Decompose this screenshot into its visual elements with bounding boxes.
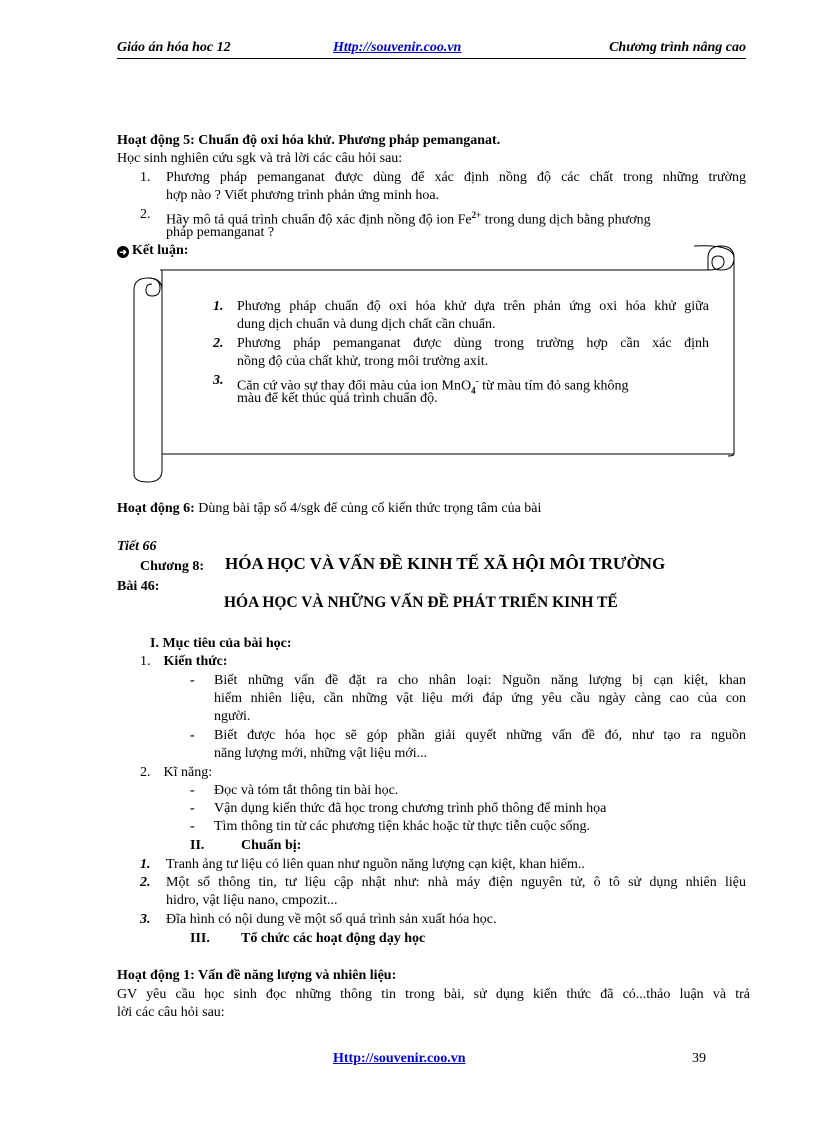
q2-line2: pháp pemanganat ?: [166, 225, 275, 240]
bai-label: Bài 46:: [117, 579, 160, 594]
c2-line2: nồng độ của chất khử, trong môi trường axit.: [237, 354, 489, 369]
page-header: [117, 38, 746, 59]
dash: -: [190, 728, 195, 743]
chuan-bi-heading: Chuẩn bị:: [241, 838, 302, 853]
header-link[interactable]: Http://souvenir.coo.vn: [333, 40, 462, 55]
dash: -: [190, 783, 195, 798]
to-chuc-number: III.: [190, 931, 210, 946]
footer-link[interactable]: Http://souvenir.coo.vn: [333, 1051, 466, 1066]
cb3: Đĩa hình có nội dung về một số quá trình sản xuất hóa học.: [166, 912, 497, 927]
cb1-number: 1.: [140, 857, 151, 872]
hd1-title: Hoạt động 1: Vấn đề năng lượng và nhiên liệu:: [117, 968, 397, 983]
q2-number: 2.: [140, 207, 151, 222]
kt1-line1: Biết những vấn đề đặt ra cho nhân loại: Nguồn năng lượng bị cạn kiệt, khan: [214, 673, 746, 688]
dash: -: [190, 801, 195, 816]
bai-title: HÓA HỌC VÀ NHỮNG VẤN ĐỀ PHÁT TRIỂN KINH TẾ: [224, 594, 618, 611]
hd1-line1: GV yêu cầu học sinh đọc những thông tin trong bài, sử dụng kiến thức đã có...thảo luận và trả: [117, 987, 750, 1002]
kn3: Tìm thông tin từ các phương tiện khác hoặc từ thực tiễn cuộc sống.: [214, 819, 590, 834]
to-chuc-heading: Tổ chức các hoạt động dạy học: [241, 931, 426, 946]
cb2-line1: Một số thông tin, tư liệu cập nhật như: nhà máy điện nguyên tử, ô tô sử dụng nhiên liệu: [166, 875, 746, 890]
chuong-title: HÓA HỌC VÀ VẤN ĐỀ KINH TẾ XÃ HỘI MÔI TRƯỜNG: [225, 554, 666, 573]
c2-number: 2.: [213, 336, 224, 351]
header-left: Giáo án hóa hoc 12: [117, 40, 231, 55]
arrow-circle-icon: ➜: [117, 246, 129, 258]
cb3-number: 3.: [140, 912, 151, 927]
q1-number: 1.: [140, 170, 151, 185]
kt2-line2: năng lượng mới, những vật liệu mới...: [214, 746, 428, 761]
cb2-line2: hidro, vật liệu nano, cmpozit...: [166, 893, 338, 908]
cb2-number: 2.: [140, 875, 151, 890]
header-right: Chương trình nâng cao: [609, 40, 746, 55]
tiet-label: Tiết 66: [117, 539, 157, 554]
c3-number: 3.: [213, 373, 224, 388]
q1-line2: hợp nào ? Viết phương trình phản ứng minh hoa.: [166, 188, 440, 203]
c3-line1: Căn cứ vào sự thay đổi màu của ion MnO$_4$- từ màu tím đỏ sang không: [237, 376, 629, 396]
c1-number: 1.: [213, 299, 224, 314]
q2-line1: Hãy mô tả quá trình chuẩn độ xác định nồng độ ion $Fe^{2+}$ trong dung dịch bằng phương: [166, 210, 651, 228]
kn2: Vận dụng kiến thức đã học trong chương trình phổ thông để minh họa: [214, 801, 607, 816]
conclusion-heading: ➜ Kết luận:: [117, 242, 188, 260]
kn1: Đọc và tóm tắt thông tin bài học.: [214, 783, 399, 798]
hd5-title: Hoạt động 5: Chuẩn độ oxi hóa khử. Phương pháp pemanganat.: [117, 133, 501, 148]
hd6: Hoạt động 6: Dùng bài tập số 4/sgk để củng cố kiến thức trọng tâm của bài: [117, 501, 542, 516]
ki-nang-heading: 2. Kĩ năng:: [140, 765, 213, 780]
chuan-bi-number: II.: [190, 838, 205, 853]
hd1-line2: lời các câu hỏi sau:: [117, 1005, 225, 1020]
cb1: Tranh ảng tư liệu có liên quan như nguồn năng lượng cạn kiệt, khan hiếm..: [166, 857, 585, 872]
q1-line1: Phương pháp pemanganat được dùng để xác định nồng độ các chất trong những trường: [166, 170, 746, 185]
c2-line1: Phương pháp pemanganat được dùng trong trường hợp cần xác định: [237, 336, 709, 351]
page-number: 39: [692, 1051, 706, 1066]
c3-line2: màu để kết thúc quá trình chuẩn độ.: [237, 391, 438, 406]
chuong-label: Chương 8:: [140, 559, 204, 574]
kt1-line3: người.: [214, 709, 251, 724]
kien-thuc-heading: 1. Kiến thức:: [140, 654, 228, 669]
hd5-intro: Học sinh nghiên cứu sgk và trả lời các câu hỏi sau:: [117, 151, 403, 166]
kt2-line1: Biết được hóa học sẽ góp phần giải quyết những vấn đề đó, như tạo ra nguồn: [214, 728, 746, 743]
dash: -: [190, 819, 195, 834]
c1-line1: Phương pháp chuẩn độ oxi hóa khử dựa trên phản ứng oxi hóa khử giữa: [237, 299, 709, 314]
kt1-line2: hiếm nhiên liệu, cần những vật liệu mới đáp ứng yêu cầu ngày càng cao của con: [214, 691, 746, 706]
dash: -: [190, 673, 195, 688]
c1-line2: dung dịch chuẩn và dung dịch chất cần chuẩn.: [237, 317, 496, 332]
muc-tieu-heading: I. Mục tiêu của bài học:: [150, 636, 292, 651]
